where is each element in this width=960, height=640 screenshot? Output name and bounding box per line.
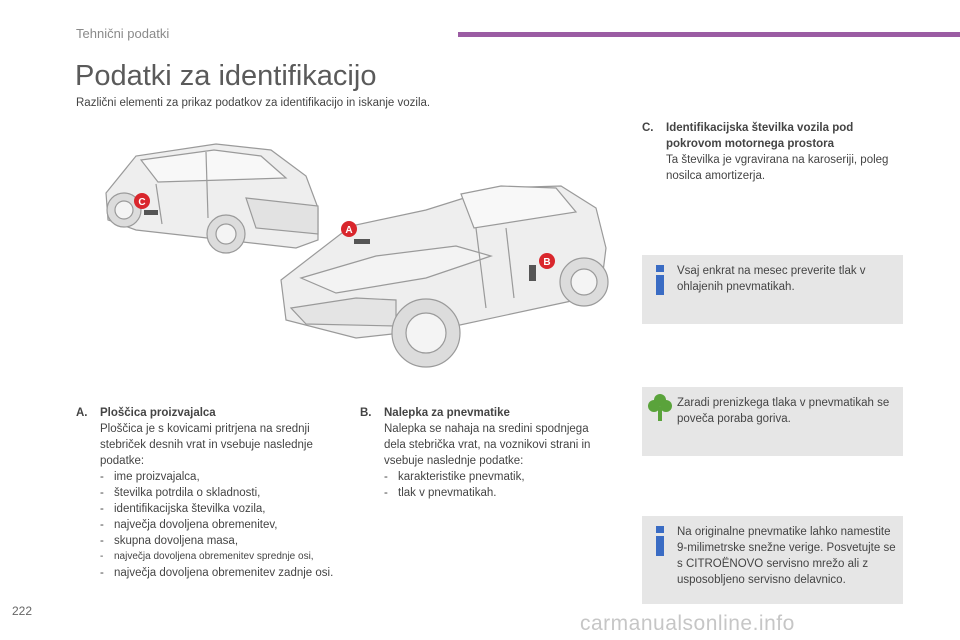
section-a-letter: A.: [76, 407, 88, 419]
plate-a-tag: [354, 239, 370, 244]
marker-c: [134, 193, 150, 209]
list-item: - največja dovoljena obremenitev sprednje osi,: [100, 549, 338, 565]
section-a: [76, 405, 338, 581]
section-b-letter: B.: [360, 407, 372, 419]
section-c-letter: C.: [642, 122, 654, 134]
svg-text:C: C: [138, 197, 146, 208]
plate-b-tag: [529, 265, 536, 281]
info-icon: [652, 526, 668, 556]
section-b: [360, 405, 610, 501]
section-b-text: Nalepka se nahaja na sredini spodnjega dela stebrička vrat, na voznikovi strani in vsebuje naslednje podatke:: [384, 423, 591, 467]
list-item: - največja dovoljena obremenitev,: [100, 517, 338, 533]
list-item: - karakteristike pnevmatik,: [384, 469, 610, 485]
list-item: - skupna dovoljena masa,: [100, 533, 338, 549]
section-c-heading: Identifikacijska številka vozila pod pokrovom motornega prostora: [666, 122, 854, 150]
info-icon: [652, 265, 668, 295]
eco-tree-icon: [648, 393, 672, 421]
section-c-text: Ta številka je vgravirana na karoseriji, poleg nosilca amortizerja.: [666, 154, 889, 182]
watermark: carmanualsonline.info: [580, 612, 795, 635]
info-box-tyre-check: [642, 255, 903, 324]
page-number: 222: [12, 604, 33, 618]
page-title: Podatki za identifikacijo: [75, 60, 377, 92]
svg-text:A: A: [345, 225, 353, 236]
car-illustration: [96, 128, 616, 378]
section-c: [642, 120, 892, 184]
car-drawing: [96, 128, 616, 378]
section-label: Tehnični podatki: [76, 26, 170, 41]
list-item: - največja dovoljena obremenitev zadnje osi.: [100, 565, 338, 581]
info-box-text: Zaradi prenizkega tlaka v pnevmatikah se poveča poraba goriva.: [677, 397, 890, 425]
list-item: - identifikacijska številka vozila,: [100, 501, 338, 517]
info-box-snow-chains: [642, 516, 903, 604]
marker-b: [539, 253, 555, 269]
list-item: - ime proizvajalca,: [100, 469, 338, 485]
list-item: - tlak v pnevmatikah.: [384, 485, 610, 501]
section-b-heading: Nalepka za pnevmatike: [384, 407, 510, 419]
info-box-text: Vsaj enkrat na mesec preverite tlak v ohlajenih pnevmatikah.: [677, 265, 866, 293]
info-box-eco: [642, 387, 903, 456]
plate-c-tag: [144, 210, 158, 215]
section-b-list: [384, 469, 610, 501]
page-subtitle: Različni elementi za prikaz podatkov za identifikacijo in iskanje vozila.: [76, 97, 431, 109]
info-box-text: Na originalne pnevmatike lahko namestite 9-milimetrske snežne verige. Posvetujte se s CITROËNOVO servisno mrežo ali z usposobljeno servisno delavnico.: [677, 526, 896, 586]
header-accent-bar: [458, 32, 960, 37]
section-a-heading: Ploščica proizvajalca: [100, 407, 216, 419]
section-a-text: Ploščica je s kovicami pritrjena na srednji stebriček desnih vrat in vsebuje naslednje podatke:: [100, 423, 313, 467]
marker-a: [341, 221, 357, 237]
section-a-list: [100, 469, 338, 581]
svg-text:B: B: [543, 257, 551, 268]
list-item: - številka potrdila o skladnosti,: [100, 485, 338, 501]
